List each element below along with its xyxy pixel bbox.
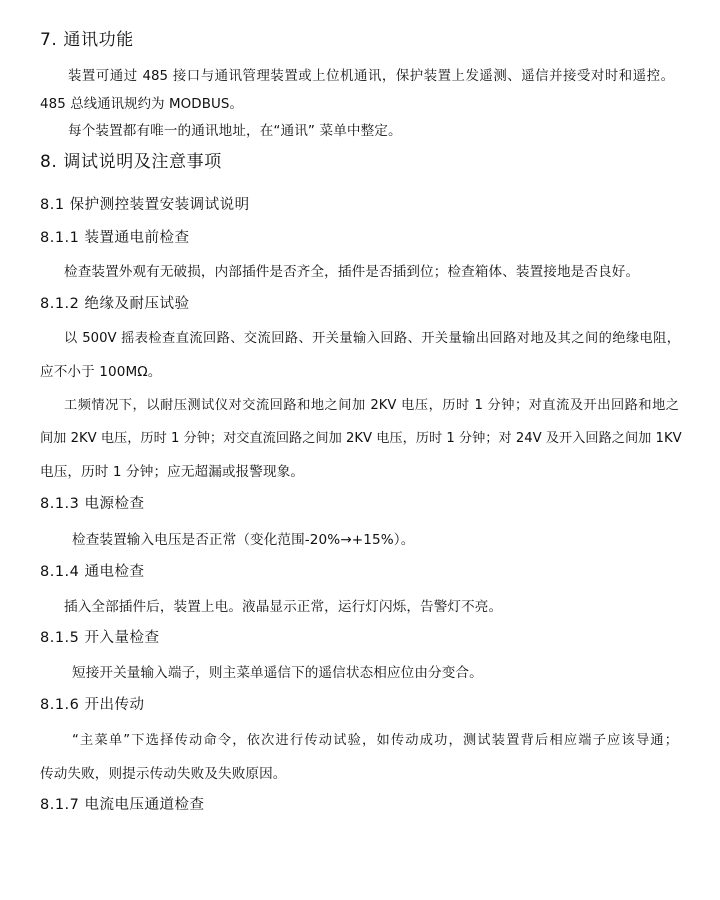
section-8-1-3-text: 检查装置输入电压是否正常（变化范围-20%→+15%）。 xyxy=(72,532,415,548)
section-7-paragraph-1-line-2: 485 总线通讯规约为 MODBUS。 xyxy=(40,97,243,112)
section-8-1-6-heading: 8.1.6 开出传动 xyxy=(40,697,145,713)
section-8-1-3-heading: 8.1.3 电源检查 xyxy=(40,496,145,512)
section-8-1-heading: 8.1 保护测控装置安装调试说明 xyxy=(40,197,250,213)
section-8-1-1-heading: 8.1.1 装置通电前检查 xyxy=(40,230,190,246)
section-8-1-2-paragraph-2-line-1: 工频情况下，以耐压测试仪对交流回路和地之间加 2KV 电压，历时 1 分钟；对直流及开出回路和地之 xyxy=(64,398,679,413)
section-8-1-4-heading: 8.1.4 通电检查 xyxy=(40,564,145,580)
section-8-1-1-text: 检查装置外观有无破损，内部插件是否齐全，插件是否插到位；检查箱体、装置接地是否良好。 xyxy=(64,264,640,280)
section-8-1-2-paragraph-1-line-1: 以 500V 摇表检查直流回路、交流回路、开关量输入回路、开关量输出回路对地及其之间的绝缘电阻， xyxy=(64,331,680,346)
section-8-heading: 8. 调试说明及注意事项 xyxy=(40,152,222,172)
section-7-heading: 7. 通讯功能 xyxy=(40,30,134,50)
section-8-1-6-line-2: 传动失败，则提示传动失败及失败原因。 xyxy=(40,766,287,782)
section-8-1-5-text: 短接开关量输入端子，则主菜单遥信下的遥信状态相应位由分变合。 xyxy=(72,665,483,681)
section-8-1-2-paragraph-1-line-2: 应不小于 100MΩ。 xyxy=(40,364,162,380)
section-7-paragraph-1-line-1: 装置可通过 485 接口与通讯管理装置或上位机通讯，保护装置上发遥测、遥信并接受对时和遥控。 xyxy=(68,69,674,84)
section-8-1-6-line-1: “主菜单”下选择传动命令，依次进行传动试验，如传动成功，测试装置背后相应端子应该导通； xyxy=(72,733,678,748)
section-7-paragraph-2: 每个装置都有唯一的通讯地址，在“通讯” 菜单中整定。 xyxy=(68,123,402,139)
section-8-1-7-heading: 8.1.7 电流电压通道检查 xyxy=(40,797,205,813)
section-8-1-4-text: 插入全部插件后，装置上电。液晶显示正常，运行灯闪烁，告警灯不亮。 xyxy=(64,599,503,615)
section-8-1-2-heading: 8.1.2 绝缘及耐压试验 xyxy=(40,296,190,312)
section-8-1-5-heading: 8.1.5 开入量检查 xyxy=(40,630,160,646)
section-8-1-2-paragraph-2-line-3: 电压，历时 1 分钟；应无超漏或报警现象。 xyxy=(40,464,305,480)
section-8-1-2-paragraph-2-line-2: 间加 2KV 电压，历时 1 分钟；对交直流回路之间加 2KV 电压，历时 1 分钟；对 24V 及开入回路之间加 1KV xyxy=(40,431,682,446)
